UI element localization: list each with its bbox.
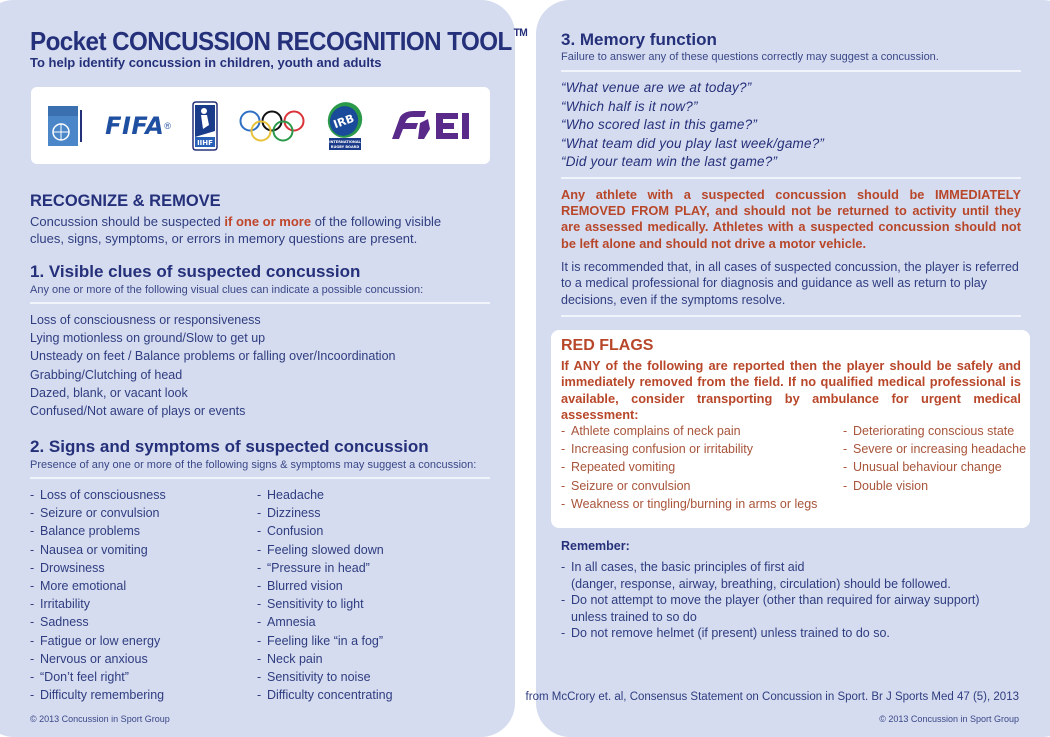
list-item: - Loss of consciousness xyxy=(30,486,166,504)
red-flags-column-1 xyxy=(561,422,817,513)
red-flags-heading: RED FLAGS xyxy=(561,337,654,354)
remember-list xyxy=(561,559,980,642)
irb-logo-icon xyxy=(323,87,367,164)
visible-clues-list xyxy=(30,311,396,420)
list-item: Grabbing/Clutching of head xyxy=(30,367,183,382)
list-item: - Feeling slowed down xyxy=(257,541,393,559)
signs-symptoms-description: Presence of any one or more of the following signs & symptoms may suggest a concussion: xyxy=(30,459,477,471)
citation: from McCrory et. al, Consensus Statement on Concussion in Sport. Br J Sports Med 47 (5), 2013 xyxy=(525,691,1019,703)
recommendation-text: It is recommended that, in all cases of suspected concussion, the player is referred to a medical professional for diagnosis and guidance as well as return to play decisions, even if the symptoms resolve. xyxy=(561,260,1019,307)
memory-questions-list xyxy=(561,79,824,172)
removal-warning: Any athlete with a suspected concussion should be IMMEDIATELY REMOVED FROM PLAY, and should not be returned to activity until they are assessed medically. Athletes with a suspected concussion should not be left alone and should not drive a motor vehicle. xyxy=(561,187,1021,251)
svg-text:INTERNATIONAL: INTERNATIONAL xyxy=(329,139,361,144)
list-item: - Balance problems xyxy=(30,522,166,540)
list-item: - Seizure or convulsion xyxy=(561,477,817,495)
list-item: - Do not attempt to move the player (other than required for airway support) xyxy=(561,592,980,609)
list-item: - Weakness or tingling/burning in arms or legs xyxy=(561,495,817,513)
red-flags-box xyxy=(551,330,1030,528)
fmarc-logo-icon xyxy=(45,87,85,164)
svg-text:IRB: IRB xyxy=(331,111,356,131)
list-item: - More emotional xyxy=(30,577,166,595)
divider xyxy=(30,477,490,479)
list-item: - Fatigue or low energy xyxy=(30,632,166,650)
list-item: - Irritability xyxy=(30,595,166,613)
list-item: - Difficulty concentrating xyxy=(257,686,393,704)
list-item: - Nausea or vomiting xyxy=(30,541,166,559)
list-item: - Athlete complains of neck pain xyxy=(561,422,817,440)
list-item: - Nervous or anxious xyxy=(30,650,166,668)
list-item: Unsteady on feet / Balance problems or falling over/Incoordination xyxy=(30,349,396,364)
sponsor-logo-strip xyxy=(31,87,490,164)
list-item: - Sadness xyxy=(30,613,166,631)
remember-heading: Remember: xyxy=(561,539,630,553)
olympic-rings-logo-icon xyxy=(237,87,307,164)
list-item: - “Pressure in head” xyxy=(257,559,393,577)
fifa-logo: FIFA ® xyxy=(105,111,171,140)
svg-text:RUGBY BOARD: RUGBY BOARD xyxy=(330,144,360,149)
memory-question: “Which half is it now?” xyxy=(561,98,698,114)
divider xyxy=(561,70,1021,72)
page-title: Pocket CONCUSSION RECOGNITION TOOL ™ xyxy=(30,26,528,56)
memory-description: Failure to answer any of these questions correctly may suggest a concussion. xyxy=(561,51,939,63)
list-item: - Confusion xyxy=(257,522,393,540)
list-item: - Headache xyxy=(257,486,393,504)
list-item: - Neck pain xyxy=(257,650,393,668)
list-item: Dazed, blank, or vacant look xyxy=(30,385,188,400)
list-item: - Dizziness xyxy=(257,504,393,522)
list-item: - Deteriorating conscious state xyxy=(843,422,1026,440)
visible-clues-heading: 1. Visible clues of suspected concussion xyxy=(30,262,361,281)
recognize-description: Concussion should be suspected if one or more of the following visible clues, signs, symptoms, or errors in memory questions are present. xyxy=(30,214,442,246)
list-item: - Unusual behaviour change xyxy=(843,458,1026,476)
signs-symptoms-column-2 xyxy=(257,486,393,704)
memory-question: “Who scored last in this game?” xyxy=(561,117,758,133)
list-item-continuation: (danger, response, airway, breathing, circulation) should be followed. xyxy=(571,576,951,591)
list-item: - Feeling like “in a fog” xyxy=(257,632,393,650)
list-item-continuation: unless trained to so do xyxy=(571,609,697,624)
memory-question: “What venue are we at today?” xyxy=(561,80,752,95)
list-item: - Amnesia xyxy=(257,613,393,631)
highlight-text: if one or more xyxy=(224,214,312,229)
memory-question: “What team did you play last week/game?” xyxy=(561,135,825,151)
svg-text:IIHF: IIHF xyxy=(197,138,213,147)
fei-logo xyxy=(387,87,479,164)
list-item: Lying motionless on ground/Slow to get up xyxy=(30,331,266,346)
iihf-logo-icon xyxy=(189,87,221,164)
signs-symptoms-column-1 xyxy=(30,486,166,704)
list-item: - Sensitivity to light xyxy=(257,595,393,613)
red-flags-text: If ANY of the following are reported then the player should be safely and immediately removed from the field. If no qualified medical professional is available, consider transporting by ambulance for urgent medical assessment: xyxy=(561,358,1021,422)
red-flags-column-2 xyxy=(843,422,1026,495)
copyright-right: © 2013 Concussion in Sport Group xyxy=(879,714,1019,724)
divider xyxy=(561,177,1021,179)
list-item: - Sensitivity to noise xyxy=(257,668,393,686)
list-item: - Do not remove helmet (if present) unless trained to do so. xyxy=(561,625,980,642)
list-item: - Double vision xyxy=(843,477,1026,495)
visible-clues-description: Any one or more of the following visual clues can indicate a possible concussion: xyxy=(30,284,424,296)
list-item: - In all cases, the basic principles of first aid xyxy=(561,559,980,576)
signs-symptoms-heading: 2. Signs and symptoms of suspected concussion xyxy=(30,437,429,456)
recognize-remove-section xyxy=(30,192,221,211)
memory-heading: 3. Memory function xyxy=(561,30,717,49)
divider xyxy=(30,302,490,304)
page-subtitle: To help identify concussion in children, youth and adults xyxy=(30,55,382,70)
memory-question: “Did your team win the last game?” xyxy=(561,154,778,170)
list-item: Confused/Not aware of plays or events xyxy=(30,403,246,418)
recognize-heading: RECOGNIZE & REMOVE xyxy=(30,192,221,210)
divider xyxy=(561,315,1021,317)
copyright-left: © 2013 Concussion in Sport Group xyxy=(30,714,170,724)
list-item: Loss of consciousness or responsiveness xyxy=(30,313,261,327)
list-item: - Increasing confusion or irritability xyxy=(561,440,817,458)
list-item: - “Don’t feel right” xyxy=(30,668,166,686)
list-item: - Severe or increasing headache xyxy=(843,440,1026,458)
list-item: - Repeated vomiting xyxy=(561,458,817,476)
list-item: - Difficulty remembering xyxy=(30,686,166,704)
list-item: - Seizure or convulsion xyxy=(30,504,166,522)
list-item: - Blurred vision xyxy=(257,577,393,595)
list-item: - Drowsiness xyxy=(30,559,166,577)
